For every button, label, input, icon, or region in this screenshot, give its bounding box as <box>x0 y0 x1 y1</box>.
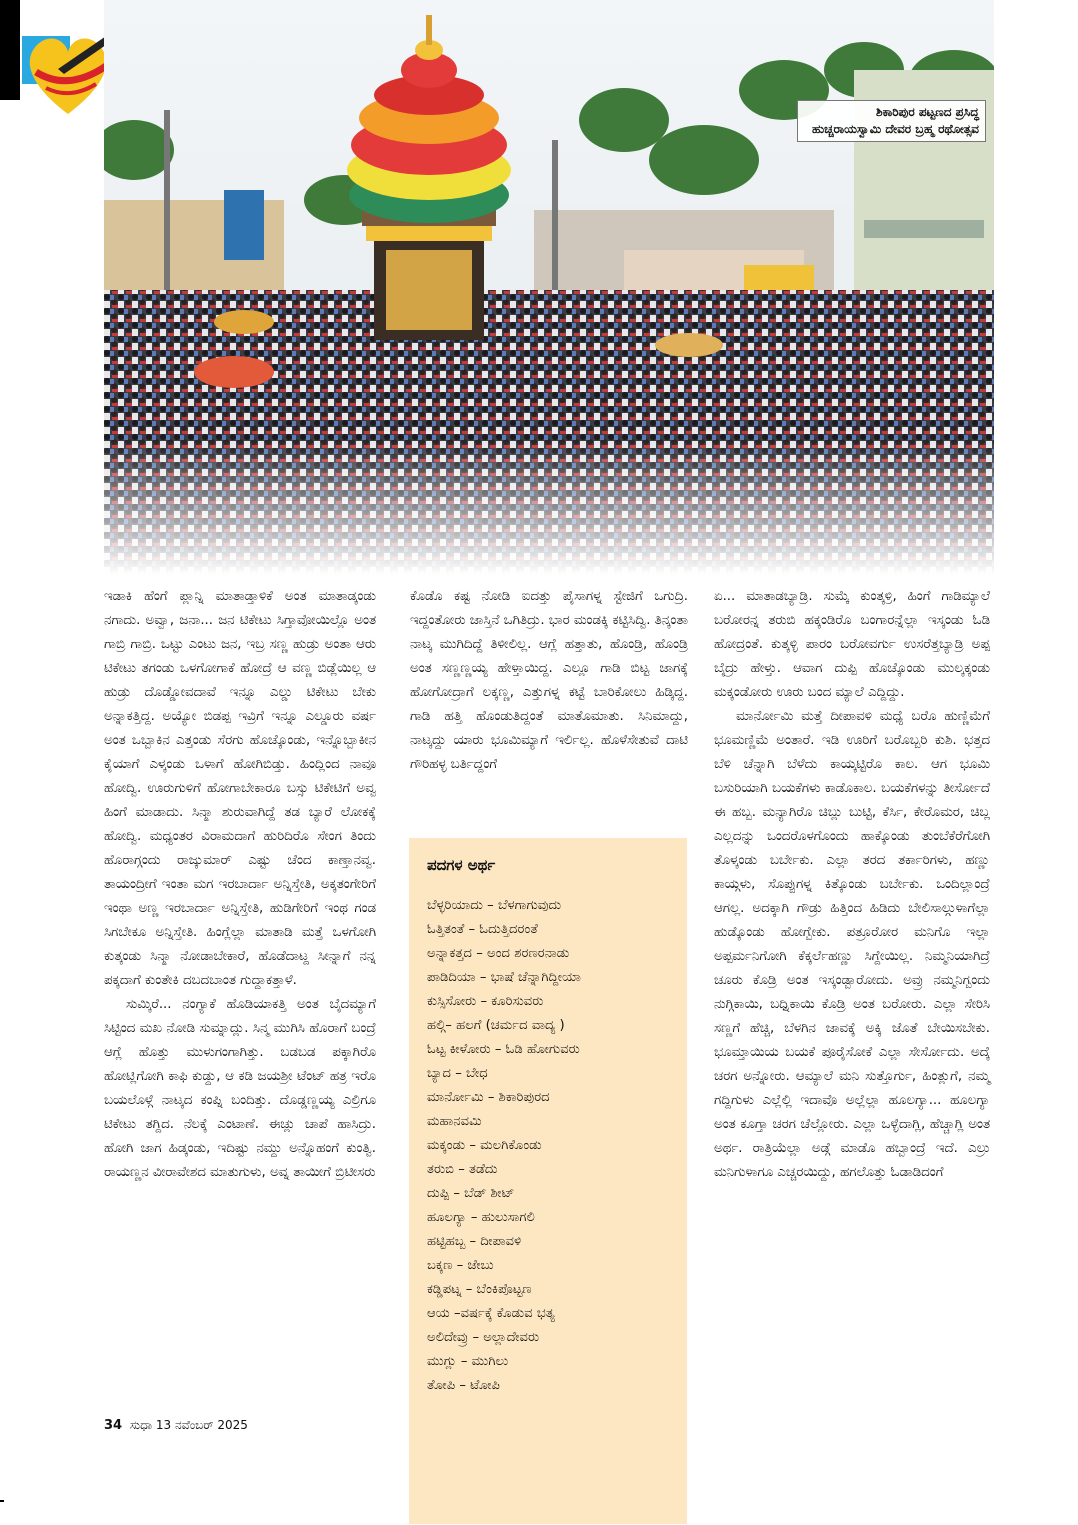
photo-caption <box>797 100 986 142</box>
glossary-item: ದುಪ್ಪಿ – ಬೆಡ್ ಶೀಟ್ <box>427 1186 515 1201</box>
glossary-item: ಬಕ್ಕಣ – ಜೇಬು <box>427 1258 494 1273</box>
glossary-box <box>409 838 687 1524</box>
article-paragraph: ಏ... ಮಾತಾಡಬ್ಯಾಡ್ರಿ. ಸುಮ್ಕೆ ಕುಂತ್ಕಳ್ರಿ, ಹಿಂಗೆ ಗಾಡಿಮ್ಯಾಲೆ ಬರೋರನ್ನ ತರುಬಿ ಹಕ್ಕಂಡಿರೊ ಬಂಗಾರನ್ನೆಲ್ಲಾ ಇಸ್ಕಂಡು ಓಡಿ ಹೋದ್ರಂತೆ. ಕುತ್ಕಳ್ಳಿ ಪಾರಂ ಬರೋವರ್ಗು ಉಸರೆತ್ತಬ್ಯಾಡ್ರಿ ಅಪ್ಪ ಬೈದ್ರು ಹೇಳ್ತು. ಆವಾಗ ದುಪ್ಪಿ ಹೊಚ್ಕೊಂಡು ಮುಲ್ಕಕ್ಕಂಡು ಮಕ್ಕಂಡೋರು ಊರು ಬಂದ ಮ್ಯಾಲೆ ಎದ್ದಿದ್ದು. <box>714 589 990 700</box>
caption-line-2: ಹುಚ್ಚರಾಯಸ್ವಾಮಿ ದೇವರ ಬ್ರಹ್ಮ ರಥೋತ್ಸವ <box>812 122 979 136</box>
glossary-item: ತೋಪಿ – ಟೋಪಿ <box>427 1378 500 1393</box>
crop-mark <box>0 1500 4 1502</box>
glossary-item: ತರುಬಿ – ತಡೆದು <box>427 1162 498 1177</box>
glossary-item: ಓಟ್ಟ ಕೀಳೋರು – ಓಡಿ ಹೋಗುವರು <box>427 1042 580 1057</box>
article-paragraph: ಇಡಾಕಿ ಹೆಂಗೆ ಪ್ಲಾನ್ನಿ ಮಾತಾಡ್ತಾಳಿಕೆ ಅಂತ ಮಾತಾಡ್ಕಂಡು ನಗಾದು. ಅವ್ವಾ, ಜನಾ... ಜನ ಟಿಕೇಟು ಸಿಗ್ತಾವೋಯಿಲ್ಲೊ ಅಂತ ಗಾಬ್ರಿ ಗಾಬ್ರಿ. ಒಟ್ಟು ಎಂಟು ಜನ, ಇಬ್ರ ಸಣ್ಣ ಹುಡ್ರು ಅಂತಾ ಆರು ಟಿಕೇಟು ತಗಂಡು ಒಳಗೋಗಾಕೆ ಹೋದ್ರೆ ಆ ವಣ್ಣ ಬಿಡ್ಲೆಯಿಲ್ಲ ಆ ಹುಡ್ರು ದೊಡ್ಡೋವದಾವೆ ಇನ್ನೂ ಎಲ್ಡು ಟಿಕೇಟು ಬೇಕು ಅನ್ನಾಕತ್ತಿದ್ದ. ಅಯ್ಯೋ ಬಿಡಪ್ಪ ಇವ್ರಿಗೆ ಇನ್ನೂ ಎಲ್ಡೂರು ವರ್ಷ ಅಂತ ಒಬ್ಬಾಕಿನ ಎತ್ತಂಡು ಸೆರಗು ಹೊಚ್ಕೊಂಡು, ಇನ್ನೊಬ್ಬಾಕೀನ ಕೈಯಾಗೆ ಎಳ್ಕಂಡು ಒಳಾಗೆ ಹೋಗಿಬಿಡ್ತು. ಹಿಂದ್ಲಿಂದ ನಾವೂ ಹೋದ್ವಿ. ಊರುಗುಳಿಗೆ ಹೋಗಾಬೇಕಾರೂ ಬಸ್ಸು ಟಿಕೇಟಿಗೆ ಅವ್ವ ಹಿಂಗೆ ಮಾಡಾದು. ಸಿನ್ಮಾ ಶುರುವಾಗಿದ್ದೆ ತಡ ಬ್ಯಾರೆ ಲೋಕಕ್ಕೆ ಹೋದ್ವಿ. ಮಧ್ಯಂತರ ವಿರಾಮದಾಗೆ ಹುರಿದಿರೊ ಸೇಂಗ ತಿಂದು ಹೊರಾಗ್ಗಂದು ರಾಜ್ಕುಮಾರ್ ಎಷ್ಟು ಚೆಂದ ಕಾಣ್ತಾನವ್ವ. ತಾಯಂದ್ರೀಗೆ ಇಂತಾ ಮಗ ಇರಬಾರ್ದಾ ಅನ್ನಿಸ್ತೇತಿ, ಅಕ್ಕತಂಗೇರಿಗೆ ಇಂಥಾ ಅಣ್ಣ ಇರಬಾರ್ದಾ ಅನ್ನಿಸ್ತೇತಿ, ಹುಡಿಗೇರಿಗೆ ಇಂಥ ಗಂಡ ಸಿಗಬೇಕೂ ಅನ್ನಿಸ್ತೇತಿ. ಹಿಂಗ್ಲೆಲ್ಲಾ ಮಾತಾಡಿ ಮತ್ತೆ ಒಳಗೋಗಿ ಕುತ್ಕಂಡು ಸಿನ್ಮಾ ನೋಡಾಬೇಕಾರೆ, ಹೊಡೆದಾಟ್ದ ಸೀನ್ನಾಗೆ ನನ್ನ ಪಕ್ಕದಾಗೆ ಕುಂತೇಕಿ ದಬದಬಾಂತ ಗುದ್ದಾಕತ್ತಾಳೆ. <box>104 589 376 988</box>
glossary-item: ಆಯ –ವರ್ಷಕ್ಕೆ ಕೊಡುವ ಭತ್ಯ <box>427 1306 555 1321</box>
glossary-item: ಅಲಿದೇವ್ರು – ಅಲ್ಲಾದೇವರು <box>427 1330 540 1345</box>
glossary-title: ಪದಗಳ ಅರ್ಥ <box>427 856 496 874</box>
glossary-item: ಮಹಾನವಮಿ <box>427 1114 482 1129</box>
article-column-1 <box>104 585 376 1185</box>
festival-photo <box>104 0 994 575</box>
page-footer <box>104 1418 248 1433</box>
glossary-item: ಬ್ಯಾದ – ಬೇಧ <box>427 1066 488 1081</box>
glossary-item: ಹಲ್ಗಿ– ಹಲಗೆ (ಚರ್ಮದ ವಾದ್ಯ ) <box>427 1018 565 1033</box>
article-paragraph: ಸುಮ್ಕಿರೆ... ನಂಗ್ಯಾಕೆ ಹೊಡಿಯಾಕತ್ತಿ ಅಂತ ಬೈದಮ್ಯಾಗೆ ಸಿಟ್ಟಿಂದ ಮಖ ನೋಡಿ ಸುಮ್ನಾದ್ಲು. ಸಿನ್ಮ ಮುಗಿಸಿ ಹೊರಾಗೆ ಬಂದ್ರೆ ಆಗ್ಲೆ ಹೊತ್ತು ಮುಳುಗಂಗಾಗಿತ್ತು. ಬಡಬಡ ಪಕ್ಕಾಗಿರೊ ಹೋಟ್ಲಿಗೋಗಿ ಕಾಫಿ ಕುಡ್ದು, ಆ ಕಡಿ ಜಯಶ್ರೀ ಟೆಂಟ್ ಹತ್ರ ಇರೊ ಬಯಲೊಳ್ಗೆ ನಾಟ್ಕದ ಕಂಪ್ನಿ ಬಂದಿತ್ತು. ದೊಡ್ಡಣ್ಣಯ್ಯ ಎಲ್ರಿಗೂ ಟಿಕೇಟು ತಗ್ದಿದ. ನೆಲಕ್ಕೆ ಎಂಟಾಣೆ. ಈಚ್ಲು ಚಾಪೆ ಹಾಸಿದ್ರು. ಹೋಗಿ ಜಾಗ ಹಿಡ್ಕಂಡು, ಇದಿಷ್ಟು ನಮ್ದು ಅನ್ನೊಹಂಗೆ ಕುಂತ್ವಿ. ರಾಯಣ್ಣನ ವೀರಾವೇಶದ ಮಾತುಗುಳು, ಅವ್ನ ತಾಯೀಗೆ ಬ್ರಿಟೀಸರು <box>104 997 376 1180</box>
glossary-item: ಪಾಡಿದಿಯಾ – ಭಾಷೆ ಚೆನ್ನಾಗಿದ್ದೀಯಾ <box>427 970 581 985</box>
glossary-item: ಅನ್ನಾಕತ್ತದ – ಅಂದ ಶರಣರನಾಡು <box>427 946 570 961</box>
article-paragraph: ಕೊಡೊ ಕಷ್ಟ ನೋಡಿ ಐದತ್ತು ಪೈಸಾಗಳ್ನ ಸ್ಟೇಜಿಗೆ ಒಗುದ್ರಿ. ಇದ್ದಂತೋರು ಜಾಸ್ತಿನೆ ಒಗಿತಿದ್ರು. ಭಾರ ಮಂಡಕ್ಕಿ ಕಟ್ಟಿಸಿದ್ವಿ. ತಿನ್ಕಂತಾ ನಾಟ್ಕ ಮುಗಿದಿದ್ದೆ ತಿಳೀಲಿಲ್ಲ. ಆಗ್ಲೆ ಹತ್ತಾತು, ಹೊಂಡ್ರಿ, ಹೊಂಡ್ರಿ ಅಂತ ಸಣ್ಣಣ್ಣಯ್ಯ ಹೇಳ್ತಾಯಿದ್ದ. ಎಲ್ಲೂ ಗಾಡಿ ಬಿಟ್ಟ ಜಾಗಕ್ಕೆ ಹೋಗೋದ್ರಾಗೆ ಲಕ್ಕಣ್ಣ, ಎತ್ತುಗಳ್ನ ಕಟ್ಟೆ ಬಾರಿಕೋಲು ಹಿಡ್ಕಿದ್ದ. ಗಾಡಿ ಹತ್ತಿ ಹೊಂಡುತಿದ್ದಂತೆ ಮಾತೊಮಾತು. ಸಿನಿಮಾದ್ದು, ನಾಟ್ಕದ್ದು ಯಾರು ಭೂಮಿಮ್ಯಾಗೆ ಇರ್ಲಿಲ್ಲ. ಹೊಳೆಸೇತುವೆ ದಾಟಿ ಗೌರಿಹಳ್ಳ ಬರ್ತಿದ್ದಂಗೆ <box>410 589 688 772</box>
caption-line-1: ಶಿಕಾರಿಪುರ ಪಟ್ಟಣದ ಪ್ರಸಿದ್ಧ <box>876 105 979 119</box>
footer-text: ಸುಧಾ 13 ನವೆಂಬರ್ 2025 <box>129 1418 248 1432</box>
page-number: 34 <box>104 1418 123 1433</box>
glossary-item: ಕಡ್ಡಿಪಟ್ನ – ಬೆಂಕಿಪೊಟ್ಟಣ <box>427 1282 532 1297</box>
glossary-item: ಮಾರ್ನೋಮಿ – ಶಿಕಾರಿಪುರದ <box>427 1090 550 1105</box>
article-column-3 <box>714 585 990 1185</box>
glossary-list <box>427 894 581 1398</box>
glossary-item: ಹೂಲಗ್ಯಾ – ಹುಲುಸಾಗಲಿ <box>427 1210 535 1225</box>
glossary-item: ಮುಗ್ಲು – ಮುಗಿಲು <box>427 1354 509 1369</box>
logo-black-bar <box>0 0 20 100</box>
glossary-item: ಕುಸ್ಸಿಸೋರು – ಕೂರಿಸುವರು <box>427 994 544 1009</box>
glossary-item: ಮಕ್ಕಂಡು – ಮಲಗಿಕೊಂಡು <box>427 1138 542 1153</box>
article-paragraph: ಮಾರ್ನೋಮಿ ಮತ್ತೆ ದೀಪಾವಳಿ ಮಧ್ಯೆ ಬರೊ ಹುಣ್ಣಿಮೆಗೆ ಭೂಮಣ್ಣಿಮೆ ಅಂತಾರೆ. ಇಡಿ ಊರಿಗೆ ಬರೊಬ್ಬರಿ ಕುಶಿ. ಭತ್ತದ ಬೆಳಿ ಚೆನ್ನಾಗಿ ಬೆಳೆದು ಕಾಯ್ಕಟ್ಟಿರೊ ಕಾಲ. ಆಗ ಭೂಮಿ ಬಸುರಿಯಾಗಿ ಬಯಕೆಗಳು ಕಾಡೊಕಾಲ. ಬಯಕೆಗಳನ್ನು ತೀರ್ಸೋದೆ ಈ ಹಬ್ಬ. ಮನ್ಯಾಗಿರೊ ಚಿಬ್ಲು ಬುಟ್ಟಿ, ಕೆರ್ಸಿ, ಕೇರೊಮರ, ಚಿಬ್ಲ ಎಲ್ಲದನ್ನು ಒಂದರೊಳಗೊಂದು ಹಾಕ್ಕೊಂಡು ತುಂಬೆಕೆರೆಗೋಗಿ ತೊಳ್ಕಂಡು ಬರ್ಬೇಕು. ಎಲ್ಲಾ ತರದ ತರ್ಕಾರಿಗಳು, ಹಣ್ಣು ಕಾಯ್ಗಳು, ಸೊಪ್ಪುಗಳ್ನ ಕಿತ್ಕೊಂಡು ಬರ್ಬೇಕು. ಒಂದಿಲ್ಲಾಂದ್ರೆ ಆಗಲ್ಲ. ಅದಕ್ಕಾಗಿ ಗೌಡ್ರು ಹಿತ್ತಿಂದ ಹಿಡಿದು ಬೇಲಿಸಾಲ್ಗುಳಾಗೆಲ್ಲಾ ಹುಡ್ಕೊಂಡು ಹೋಗ್ಬೇಕು. ಪತ್ರೂರೋರ ಮನಿಗೊ ಇಲ್ಲಾ ಅಪ್ಪರ್ಮನಿಗೋಗಿ ಕೆಕ್ಕರ್ಲೆಹಣ್ಣು ಸಿಗ್ದೇಯಿಲ್ಲ. ನಿಮ್ಮನಿಯಾಗಿದ್ರೆ ಚೂರು ಕೊಡ್ರಿ ಅಂತ ಇಸ್ಕಂಡ್ಬಾರೋದು. ಅವ್ರು ನಮ್ಮನಿಗ್ಬಂದು ನುಗ್ಗಿಕಾಯಿ, ಬಧ್ನಿಕಾಯಿ ಕೊಡ್ರಿ ಅಂತ ಬರೋರು. ಎಲ್ಲಾ ಸೇರಿಸಿ ಸಣ್ಣಗೆ ಹೆಚ್ಚಿ, ಬೆಳಗಿನ ಜಾವಕ್ಕೆ ಅಕ್ಕಿ ಜೊತೆ ಬೇಯಿಸಬೇಕು. ಭೂಮ್ತಾಯಿಯ ಬಯಕೆ ಪೂರೈಸೋಕೆ ಎಲ್ಲಾ ಸೇರ್ಸೋದು. ಅದ್ಕೆ ಚರಗ ಅನ್ನೋರು. ಆಮ್ಯಾಲೆ ಮನಿ ಸುತ್ತೊರ್ಗು, ಹಿಂತ್ಲುಗೆ, ನಮ್ಮ ಗದ್ದಿಗುಳು ಎಲ್ಲೆಲ್ಲಿ ಇದಾವೊ ಅಲ್ಲೆಲ್ಲಾ ಹೂಲಗ್ಯಾ... ಹೂಲಗ್ಯಾ ಅಂತ ಕೂಗ್ತಾ ಚರಗ ಚೆಲ್ಲೋರು. ಎಲ್ಲಾ ಒಳ್ಳೆದಾಗ್ಲಿ, ಹೆಚ್ಚಾಗ್ಲಿ ಅಂತ ಅರ್ಥ. ರಾತ್ರಿಯೆಲ್ಲಾ ಅಡ್ಗೆ ಮಾಡೊ ಹಬ್ಬಾಂದ್ರೆ ಇದೆ. ಎಲ್ರು ಮನಿಗುಳಾಗೂ ಎಚ್ಚರಯಿದ್ದು, ಹಗಲೊತ್ತು ಓಡಾಡಿದಂಗೆ <box>714 709 990 1180</box>
glossary-item: ಹಟ್ಟಿಹಬ್ಬ – ದೀಪಾವಳಿ <box>427 1234 522 1249</box>
glossary-item: ಬೆಳ್ಳರಿಯಾದು – ಬೆಳಗಾಗುವುದು <box>427 898 562 913</box>
heart-pen-logo-icon <box>18 14 118 124</box>
article-column-2 <box>410 585 688 777</box>
glossary-item: ಓತ್ತಿತಂತೆ – ಓದುತ್ತಿದರಂತೆ <box>427 922 538 937</box>
